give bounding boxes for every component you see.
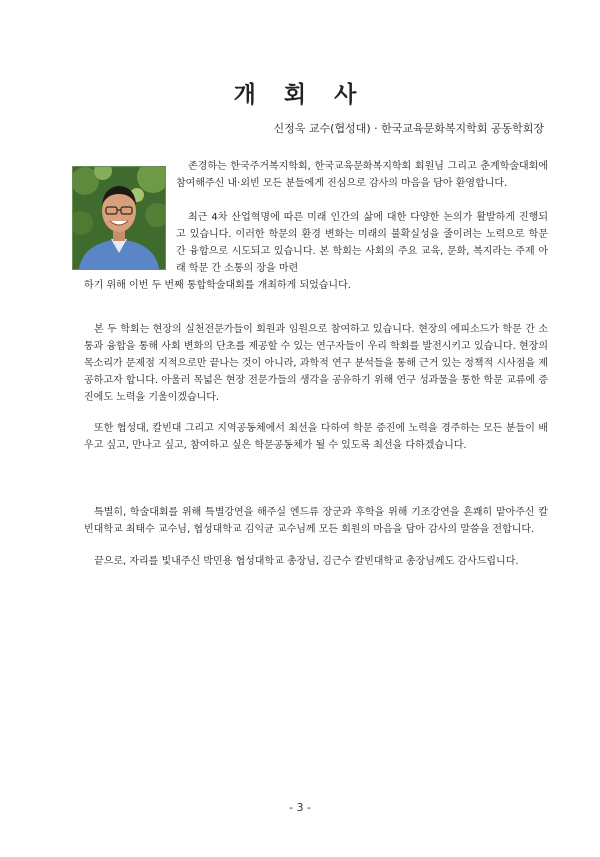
paragraph-thanks-presidents: 끝으로, 자리를 빛내주신 박민용 협성대학교 총장님, 김근수 칼빈대학교 총장님께도 감사드립니다. bbox=[94, 556, 519, 567]
paragraph-background-continued: 하기 위해 이번 두 번째 통합학술대회를 개최하게 되었습니다. bbox=[84, 280, 351, 291]
author-byline: 신정욱 교수(협성대) · 한국교육문화복지학회 공동학회장 bbox=[273, 122, 544, 135]
paragraph-field-experts: 본 두 학회는 현장의 실천전문가들이 회원과 임원으로 참여하고 있습니다. 현장의 에피소드가 학문 간 소통과 융합을 통해 사회 변화의 단초를 제공할 수 있는 연구자들이 우리 학회를 발전시키고 있습니다. 현장의 목소리가 문제점 지적으로만 끝나는 것이 아니라, 과학적 연구 분석들을 통해 근거 있는 정책적 시사점을 제공하고자 합니다. 아울러 목넓은 현장 전문가들의 생각을 공유하기 위해 연구 성과물을 통한 학문 교류에 증진에도 노력을 기울이겠습니다. bbox=[84, 324, 548, 403]
paragraph-community: 또한 협성대, 칼빈대 그리고 지역공동체에서 최선을 다하여 학문 증진에 노력을 경주하는 모든 분들이 배우고 싶고, 만나고 싶고, 참여하고 싶은 학문공동체가 될 수 있도록 최선을 다하겠습니다. bbox=[84, 423, 548, 451]
paragraph-welcome: 존경하는 한국주거복지학회, 한국교육문화복지학회 회원님 그리고 춘계학술대회에 참여해주신 내·외빈 모든 분들에게 진심으로 감사의 마음을 담아 환영합니다. bbox=[176, 161, 548, 189]
page-number: - 3 - bbox=[289, 801, 311, 814]
paragraph-background: 최근 4차 산업혁명에 따른 미래 인간의 삶에 대한 다양한 논의가 활발하게 진행되고 있습니다. 이러한 학문의 환경 변화는 미래의 불확실성을 줄이려는 노력으로 학문간 융합으로 시도되고 있습니다. 본 학회는 사회의 주요 교육, 문화, 복지라는 주제 아래 학문 간 소통의 장을 마련 bbox=[176, 212, 548, 274]
paragraph-thanks-speakers: 특별히, 학술대회를 위해 특별강연을 해주실 엔드류 장군과 후학을 위해 기조강연을 흔쾌히 맡아주신 칼빈대학교 최태수 교수님, 협성대학교 김익균 교수님께 모든 회원의 마음을 담아 감사의 말씀을 전합니다. bbox=[84, 507, 548, 535]
page-title: 개 회 사 bbox=[233, 82, 367, 108]
author-portrait-photo bbox=[72, 166, 166, 270]
